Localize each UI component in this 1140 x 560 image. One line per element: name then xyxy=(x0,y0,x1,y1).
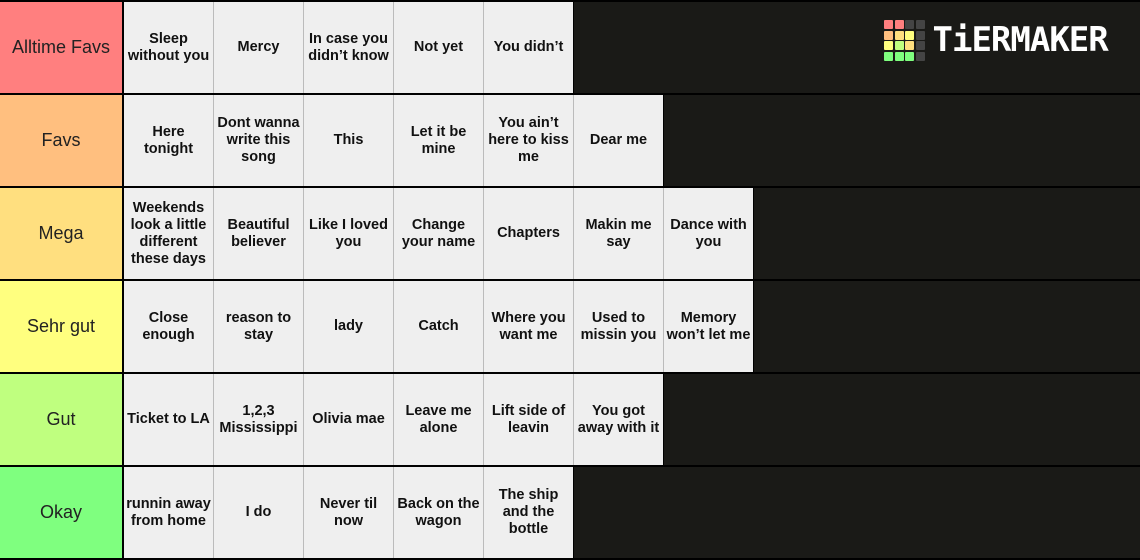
tier-row xyxy=(0,372,1140,465)
tier-item[interactable]: I do xyxy=(214,467,304,558)
tier-item[interactable]: You didn’t xyxy=(484,2,574,93)
tier-item[interactable]: Leave me alone xyxy=(394,374,484,465)
tier-item[interactable]: Used to missin you xyxy=(574,281,664,372)
tier-item[interactable]: This xyxy=(304,95,394,186)
tier-items xyxy=(124,2,574,93)
tier-label[interactable]: Favs xyxy=(0,95,124,186)
tier-row xyxy=(0,93,1140,186)
logo-square xyxy=(916,31,925,40)
tier-item[interactable]: Makin me say xyxy=(574,188,664,279)
tier-item[interactable]: Change your name xyxy=(394,188,484,279)
tier-item[interactable]: reason to stay xyxy=(214,281,304,372)
logo-square xyxy=(895,41,904,50)
tier-item[interactable]: Dont wanna write this song xyxy=(214,95,304,186)
tier-item[interactable]: Where you want me xyxy=(484,281,574,372)
tier-item[interactable]: Dear me xyxy=(574,95,664,186)
logo-square xyxy=(884,20,893,29)
tier-label[interactable]: Gut xyxy=(0,374,124,465)
tier-item[interactable]: Lift side of leavin xyxy=(484,374,574,465)
logo-square xyxy=(884,31,893,40)
tier-items xyxy=(124,374,664,465)
tier-label[interactable]: Sehr gut xyxy=(0,281,124,372)
logo-square xyxy=(895,52,904,61)
tier-item[interactable]: Sleep without you xyxy=(124,2,214,93)
tier-item[interactable]: In case you didn’t know xyxy=(304,2,394,93)
tier-label[interactable]: Okay xyxy=(0,467,124,558)
tier-item[interactable]: Close enough xyxy=(124,281,214,372)
logo-square xyxy=(895,31,904,40)
logo-square xyxy=(884,41,893,50)
tier-row xyxy=(0,465,1140,560)
tier-items xyxy=(124,95,664,186)
logo-text: TiERMAKER xyxy=(932,20,1108,61)
tier-item[interactable]: Mercy xyxy=(214,2,304,93)
tier-item[interactable]: You got away with it xyxy=(574,374,664,465)
tier-item[interactable]: Chapters xyxy=(484,188,574,279)
tier-item[interactable]: Not yet xyxy=(394,2,484,93)
tier-row xyxy=(0,279,1140,372)
tier-item[interactable]: Never til now xyxy=(304,467,394,558)
tier-item[interactable]: Beautiful believer xyxy=(214,188,304,279)
tier-item[interactable]: Let it be mine xyxy=(394,95,484,186)
logo-grid-icon xyxy=(884,20,925,61)
tier-label[interactable]: Mega xyxy=(0,188,124,279)
tiermaker-logo[interactable] xyxy=(884,20,1108,61)
tier-item[interactable]: Dance with you xyxy=(664,188,754,279)
tier-item[interactable]: runnin away from home xyxy=(124,467,214,558)
tier-item[interactable]: 1,2,3 Mississippi xyxy=(214,374,304,465)
tier-items xyxy=(124,188,754,279)
tier-item[interactable]: Weekends look a little different these days xyxy=(124,188,214,279)
tier-item[interactable]: Back on the wagon xyxy=(394,467,484,558)
tier-item[interactable]: You ain’t here to kiss me xyxy=(484,95,574,186)
logo-square xyxy=(905,41,914,50)
tier-item[interactable]: Olivia mae xyxy=(304,374,394,465)
logo-square xyxy=(895,20,904,29)
tier-items xyxy=(124,467,574,558)
tier-item[interactable]: Like I loved you xyxy=(304,188,394,279)
tier-item[interactable]: lady xyxy=(304,281,394,372)
tier-label[interactable]: Alltime Favs xyxy=(0,2,124,93)
tier-items xyxy=(124,281,754,372)
tier-item[interactable]: Memory won’t let me xyxy=(664,281,754,372)
tier-item[interactable]: Catch xyxy=(394,281,484,372)
logo-square xyxy=(905,31,914,40)
tier-item[interactable]: The ship and the bottle xyxy=(484,467,574,558)
tier-item[interactable]: Ticket to LA xyxy=(124,374,214,465)
logo-square xyxy=(905,20,914,29)
logo-square xyxy=(916,20,925,29)
logo-square xyxy=(916,52,925,61)
logo-square xyxy=(916,41,925,50)
tier-item[interactable]: Here tonight xyxy=(124,95,214,186)
logo-square xyxy=(884,52,893,61)
tier-row xyxy=(0,186,1140,279)
logo-square xyxy=(905,52,914,61)
